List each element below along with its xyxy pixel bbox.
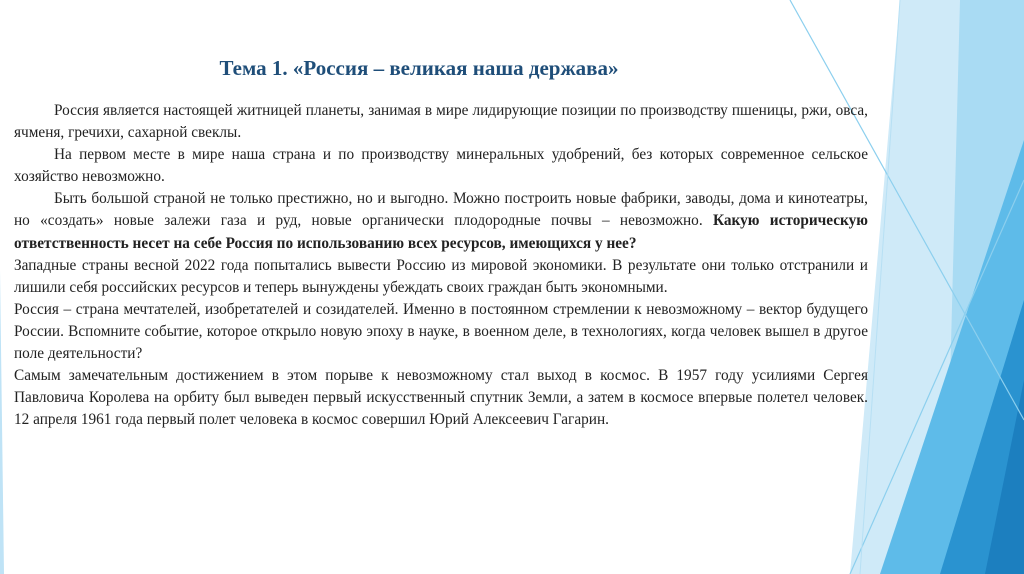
slide-title: Тема 1. «Россия – великая наша держава»: [219, 56, 619, 80]
paragraph-4: Западные страны весной 2022 года попытались вывести Россию из мировой экономики. В результате они только отстранили и лишили себя российских ресурсов и теперь вынуждены убеждать своих граждан быть экономными.: [14, 256, 868, 296]
paragraph-1: Россия является настоящей житницей планеты, занимая в мире лидирующие позиции по производству пшеницы, ржи, овса, ячменя, гречихи, сахарной свеклы.: [14, 102, 868, 142]
paragraph-3: [14, 188, 868, 254]
paragraph-5: Россия – страна мечтателей, изобретателей и созидателей. Именно в постоянном стремлении к невозможному – вектор будущего России. Вспомните событие, которое открыло новую эпоху в науке, в военном деле, в технологиях, когда человек вышел в другое поле деятельности?: [14, 300, 868, 363]
paragraph-3-question: Какую историческую ответственность несет на себе Россия по использованию всех ресурсов, имеющихся у нее?: [14, 212, 868, 252]
paragraph-2: На первом месте в мире наша страна и по производству минеральных удобрений, без которых современное сельское хозяйство невозможно.: [14, 146, 868, 186]
paragraph-3-text: Быть большой страной не только престижно, но и выгодно. Можно построить новые фабрики, заводы, дома и кинотеатры, но «создать» новые залежи газа и руд, новые органически плодородные почвы – невозможно.: [14, 190, 868, 230]
slide-body: [14, 100, 868, 431]
paragraph-6: Самым замечательным достижением в этом порыве к невозможному стал выход в космос. В 1957 году усилиями Сергея Павловича Королева на орбиту был выведен первый искусственный спутник Земли, а затем в космосе впервые полетел человек. 12 апреля 1961 года первый полет человека в космос совершил Юрий Алексеевич Гагарин.: [14, 367, 868, 429]
